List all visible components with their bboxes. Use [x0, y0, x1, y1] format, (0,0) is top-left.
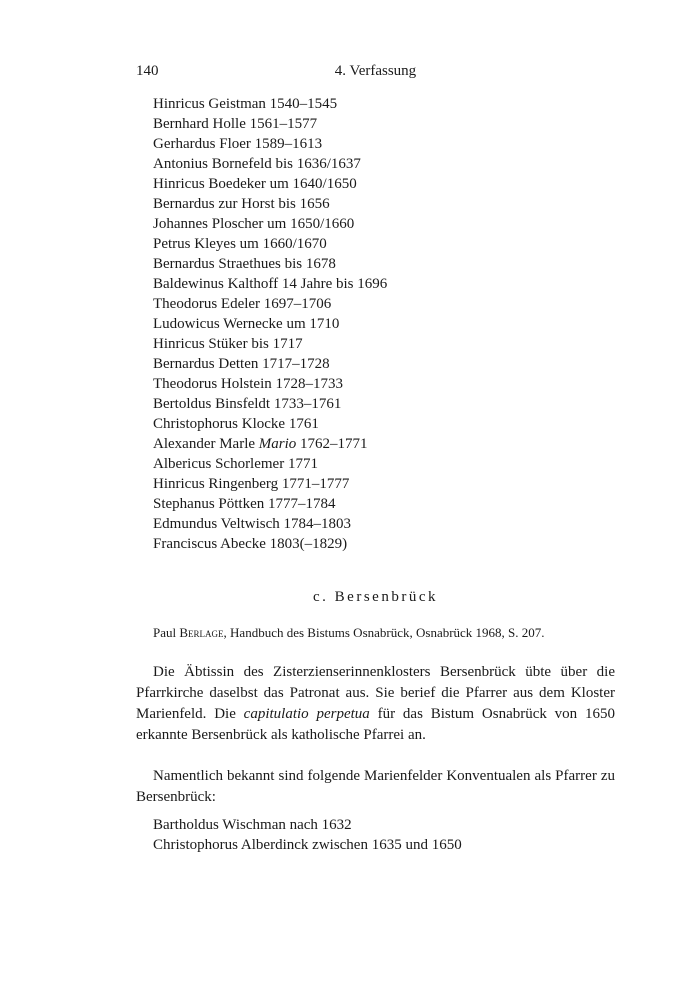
list-item: Edmundus Veltwisch 1784–1803	[153, 516, 352, 532]
paragraph-italic-text: capitulatio perpetua	[243, 706, 370, 722]
list-item: Albericus Schorlemer 1771	[153, 456, 318, 472]
author-first-name: Paul	[153, 625, 180, 640]
list-item: Ludowicus Wernecke um 1710	[153, 316, 340, 332]
list-item-text: Alexander Marle	[153, 436, 259, 452]
list-item: Theodorus Edeler 1697–1706	[153, 296, 332, 312]
list-item: Hinricus Boedeker um 1640/1650	[153, 176, 357, 192]
list-item: Bernhard Holle 1561–1577	[153, 116, 318, 132]
list-item-text: 1762–1771	[296, 436, 368, 452]
list-item: Antonius Bornefeld bis 1636/1637	[153, 156, 361, 172]
list-item: Petrus Kleyes um 1660/1670	[153, 236, 327, 252]
running-head: 4. Verfassung	[334, 63, 417, 79]
list-item: Gerhardus Floer 1589–1613	[153, 136, 323, 152]
bersenbrueck-pastors-list	[153, 815, 462, 855]
page-header	[136, 63, 615, 83]
bibliography-reference	[153, 624, 615, 642]
body-paragraph	[136, 662, 615, 746]
list-item: Baldewinus Kalthoff 14 Jahre bis 1696	[153, 276, 388, 292]
list-item: Hinricus Ringenberg 1771–1777	[153, 476, 350, 492]
section-heading: c. Bersenbrück	[313, 589, 438, 605]
list-item: Bernardus Straethues bis 1678	[153, 256, 336, 272]
list-item: Bernardus zur Horst bis 1656	[153, 196, 330, 212]
body-paragraph: Namentlich bekannt sind folgende Marienfelder Konventualen als Pfarrer zu Bersenbrück:	[136, 768, 615, 805]
author-last-name: Berlage	[179, 625, 224, 640]
list-item: Christophorus Alberdinck zwischen 1635 und 1650	[153, 837, 462, 853]
list-item	[153, 434, 387, 454]
reference-details: , Handbuch des Bistums Osnabrück, Osnabrück 1968, S. 207.	[223, 625, 545, 640]
list-item-italic-text: Mario	[258, 436, 297, 452]
list-item: Franciscus Abecke 1803(–1829)	[153, 536, 348, 552]
list-item: Stephanus Pöttken 1777–1784	[153, 496, 336, 512]
list-item: Bernardus Detten 1717–1728	[153, 356, 330, 372]
list-item: Theodorus Holstein 1728–1733	[153, 376, 343, 392]
paragraph-text: Die Äbtissin des Zisterzienserinnenklosters Bersenbrück übte über die Pfarrkirche daselbst das Patronat aus. Sie berief die Pfarrer aus dem Kloster Marienfeld. Die	[136, 664, 615, 722]
pastors-list	[153, 94, 387, 554]
paragraph-text: für das Bistum Osnabrück von 1650 erkannte Bersenbrück als katholische Pfarrei an.	[136, 706, 615, 743]
list-item: Hinricus Geistman 1540–1545	[153, 96, 338, 112]
list-item: Johannes Ploscher um 1650/1660	[153, 216, 355, 232]
list-item: Christophorus Klocke 1761	[153, 416, 319, 432]
list-item: Bertoldus Binsfeldt 1733–1761	[153, 396, 342, 412]
list-item: Bartholdus Wischman nach 1632	[153, 817, 352, 833]
page-number: 140	[136, 63, 159, 79]
list-item: Hinricus Stüker bis 1717	[153, 336, 303, 352]
